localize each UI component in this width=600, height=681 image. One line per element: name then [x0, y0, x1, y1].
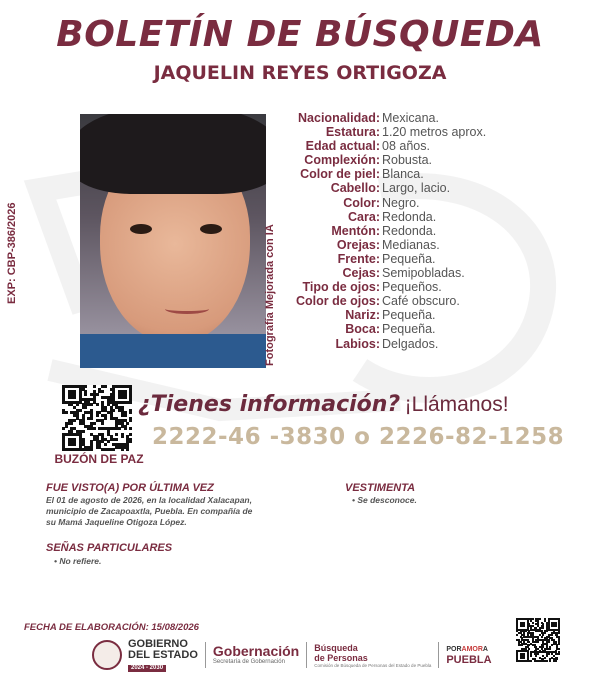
detail-label: Edad actual: — [305, 139, 380, 154]
detail-row — [276, 252, 576, 266]
a-text: A — [482, 645, 488, 653]
busqueda-logo — [314, 643, 431, 668]
detail-row — [276, 280, 576, 294]
detail-value: Café obscuro. — [382, 294, 460, 309]
detail-label: Tipo de ojos: — [302, 280, 380, 295]
detail-value: Pequeña. — [382, 322, 436, 337]
question-text: ¿Tienes información? — [138, 392, 401, 417]
amor-text: AMOR — [461, 645, 483, 653]
detail-label: Color de piel: — [300, 167, 380, 182]
clothing-heading: VESTIMENTA — [345, 482, 416, 494]
marks-item-text: No refiere. — [59, 556, 102, 566]
call-to-action: ¡Llámanos! — [404, 393, 509, 416]
info-question — [138, 392, 578, 417]
last-seen-line: su Mamá Jaqueline Otigoza López. — [46, 517, 187, 527]
last-seen-line: municipio de Zacapoaxtla, Puebla. En compañía de — [46, 506, 253, 516]
detail-label: Color de ojos: — [295, 294, 380, 309]
detail-value: Mexicana. — [382, 111, 439, 125]
detail-row — [276, 181, 576, 195]
detail-label: Labios: — [335, 336, 380, 351]
detail-value: Blanca. — [382, 167, 424, 182]
gobierno-logo — [128, 639, 198, 672]
detail-value: Largo, lacio. — [382, 181, 451, 196]
por-amor-a-puebla-logo — [446, 645, 491, 666]
detail-value: 1.20 metros aprox. — [382, 125, 487, 140]
busqueda-line1: Búsqueda — [314, 642, 358, 653]
divider — [205, 642, 206, 668]
detail-row — [276, 196, 576, 210]
detail-label: Estatura: — [325, 125, 380, 140]
detail-row — [276, 294, 576, 308]
phone-numbers[interactable]: 2222-46 -3830 o 2226-82-1258 — [152, 424, 565, 450]
gobierno-line2: DEL ESTADO — [128, 648, 198, 661]
expediente-number: EXP: CBP-386/2026 — [6, 202, 18, 304]
detail-row — [276, 337, 576, 351]
detail-value: Robusta. — [382, 153, 433, 168]
detail-row — [276, 266, 576, 280]
divider — [438, 642, 439, 668]
gobernacion-text: Gobernación — [212, 643, 300, 659]
detail-row — [276, 139, 576, 153]
detail-label: Cara: — [348, 209, 380, 224]
detail-row — [276, 210, 576, 224]
detail-label: Boca: — [345, 322, 380, 337]
gobierno-line1: GOBIERNO — [128, 637, 188, 650]
marks-heading: SEÑAS PARTICULARES — [46, 542, 173, 554]
clothing-item: • Se desconoce. — [352, 495, 417, 505]
detail-row — [276, 111, 576, 125]
puebla-text: PUEBLA — [446, 653, 492, 666]
buzon-qr-code[interactable] — [62, 385, 132, 451]
detail-value: 08 años. — [382, 139, 430, 154]
last-seen-text — [46, 495, 316, 528]
detail-value: Redonda. — [382, 209, 437, 224]
detail-label: Nariz: — [345, 308, 380, 323]
physical-description — [276, 111, 576, 351]
detail-value: Redonda. — [382, 223, 437, 238]
detail-label: Color: — [343, 195, 380, 210]
detail-value: Negro. — [382, 195, 420, 210]
buzon-label: BUZÓN DE PAZ — [54, 452, 144, 466]
detail-row — [276, 322, 576, 336]
divider — [306, 642, 307, 668]
footer-logos — [92, 638, 492, 672]
gobernacion-logo — [213, 644, 299, 666]
detail-label: Cejas: — [342, 266, 380, 281]
marks-item: • No refiere. — [54, 556, 102, 566]
detail-label: Complexión: — [304, 153, 380, 168]
detail-label: Mentón: — [331, 223, 380, 238]
clothing-item-text: Se desconoce. — [357, 495, 417, 505]
person-photo — [80, 114, 266, 368]
gobierno-years: 2024 - 2030 — [128, 665, 166, 672]
detail-row — [276, 308, 576, 322]
detail-value: Pequeña. — [382, 308, 436, 323]
detail-value: Pequeños. — [382, 280, 442, 295]
detail-label: Frente: — [337, 251, 380, 266]
detail-row — [276, 238, 576, 252]
gobernacion-sub: Secretaría de Gobernación — [212, 659, 285, 665]
missing-person-name: JAQUELIN REYES ORTIGOZA — [153, 62, 447, 84]
detail-row — [276, 125, 576, 139]
state-seal-icon — [92, 640, 122, 670]
footer-qr-code[interactable] — [516, 618, 560, 662]
detail-value: Pequeña. — [382, 251, 436, 266]
detail-value: Delgados. — [382, 336, 439, 351]
por-text: POR — [446, 645, 462, 653]
last-seen-line: El 01 de agosto de 2026, en la localidad Xalacapan, — [46, 495, 252, 505]
busqueda-sub: Comisión de Búsqueda de Personas del Estado de Puebla — [314, 662, 432, 668]
detail-row — [276, 153, 576, 167]
detail-label: Cabello: — [330, 181, 380, 196]
detail-value: Semipobladas. — [382, 266, 465, 281]
elaboration-date: FECHA DE ELABORACIÓN: 15/08/2026 — [24, 622, 199, 633]
busqueda-line2: de Personas — [314, 652, 368, 663]
detail-value: Medianas. — [382, 237, 440, 252]
last-seen-heading: FUE VISTO(A) POR ÚLTIMA VEZ — [46, 482, 214, 494]
page-title: BOLETÍN DE BÚSQUEDA — [56, 14, 544, 55]
detail-row — [276, 224, 576, 238]
detail-row — [276, 167, 576, 181]
photo-caption: Fotografía Mejorada con IA — [264, 224, 276, 366]
detail-label: Nacionalidad: — [298, 111, 380, 125]
detail-label: Orejas: — [336, 237, 380, 252]
